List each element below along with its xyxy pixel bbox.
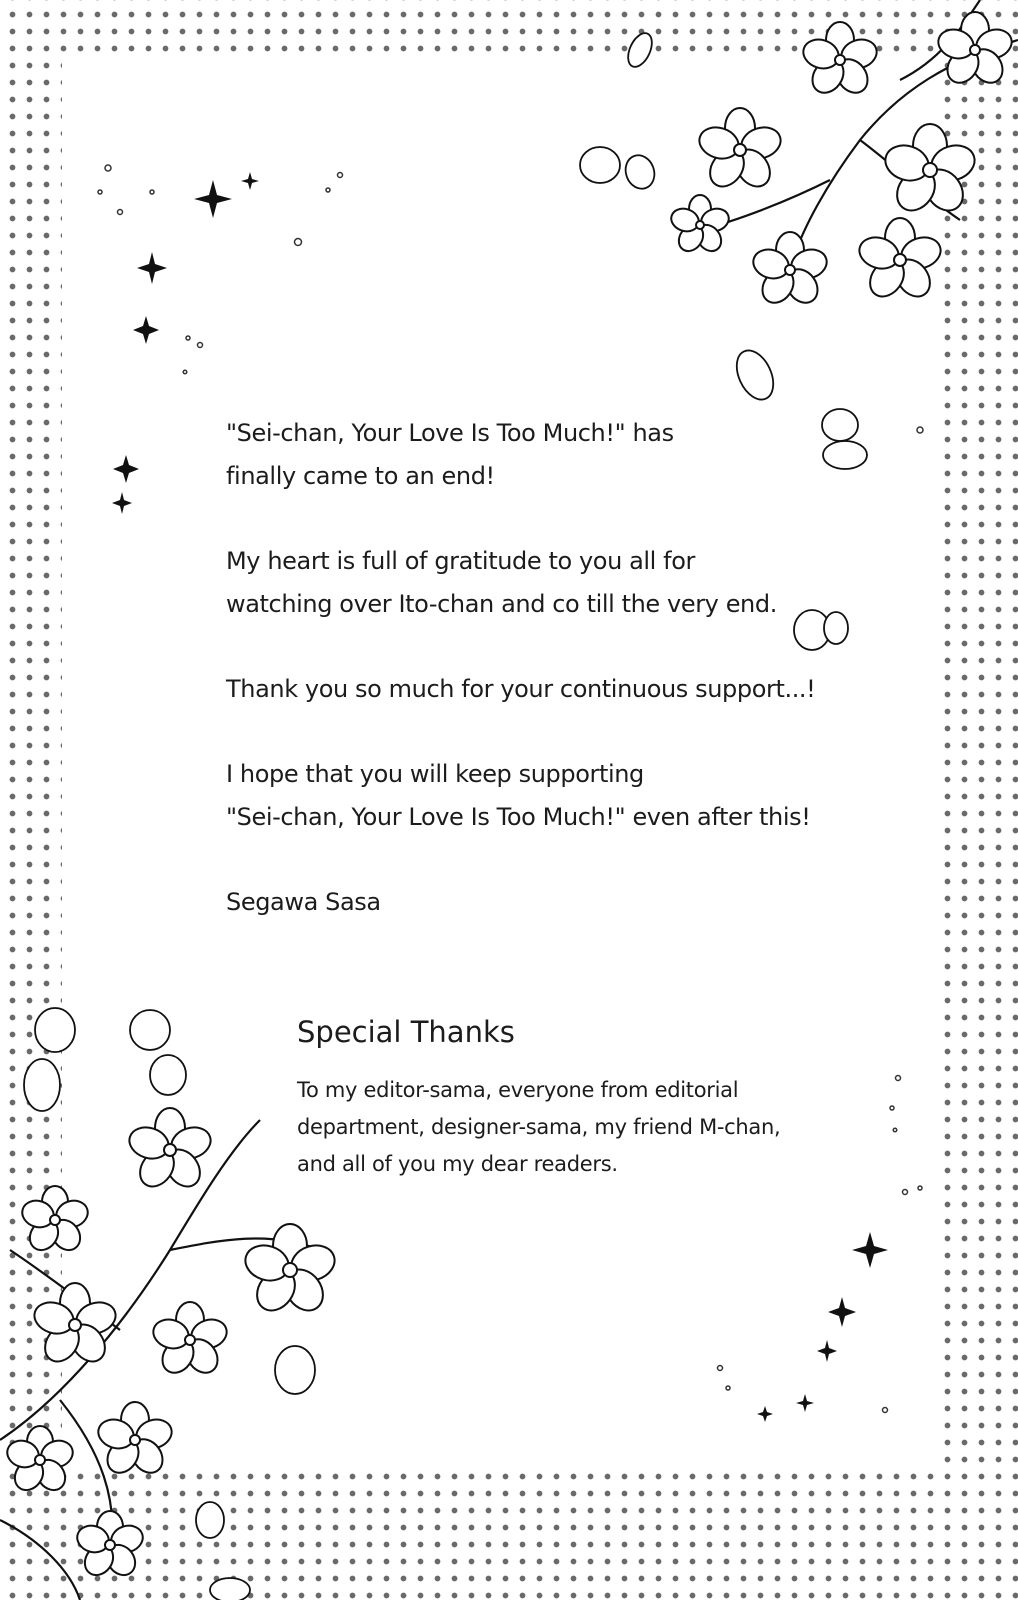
special-thanks-body — [297, 1072, 857, 1183]
letter-paragraph-3 — [226, 668, 826, 711]
thanks-line: and all of you my dear readers. — [297, 1152, 618, 1176]
thanks-line: department, designer-sama, my friend M-chan, — [297, 1115, 781, 1139]
letter-line: "Sei-chan, Your Love Is Too Much!" even after this! — [226, 803, 811, 831]
letter-line: watching over Ito-chan and co till the very end. — [226, 590, 777, 618]
special-thanks-section — [297, 1012, 857, 1183]
letter-line: "Sei-chan, Your Love Is Too Much!" has — [226, 419, 674, 447]
letter-paragraph-4 — [226, 753, 826, 839]
letter-line: Thank you so much for your continuous support...! — [226, 675, 816, 703]
falling-petal — [210, 1578, 250, 1600]
special-thanks-heading: Special Thanks — [297, 1015, 515, 1049]
sakura-blossom-icon — [74, 1511, 146, 1581]
letter-line: I hope that you will keep supporting — [226, 760, 644, 788]
falling-petal — [196, 1502, 224, 1538]
afterword-letter — [226, 412, 826, 924]
thanks-line: To my editor-sama, everyone from editorial — [297, 1078, 739, 1102]
letter-paragraph-2 — [226, 540, 826, 626]
sakura-blossom-icon — [935, 12, 1016, 89]
letter-paragraph-1 — [226, 412, 826, 498]
author-signature: Segawa Sasa — [226, 888, 381, 916]
falling-petal — [24, 1059, 60, 1111]
letter-line: My heart is full of gratitude to you all for — [226, 547, 695, 575]
letter-line: finally came to an end! — [226, 462, 495, 490]
